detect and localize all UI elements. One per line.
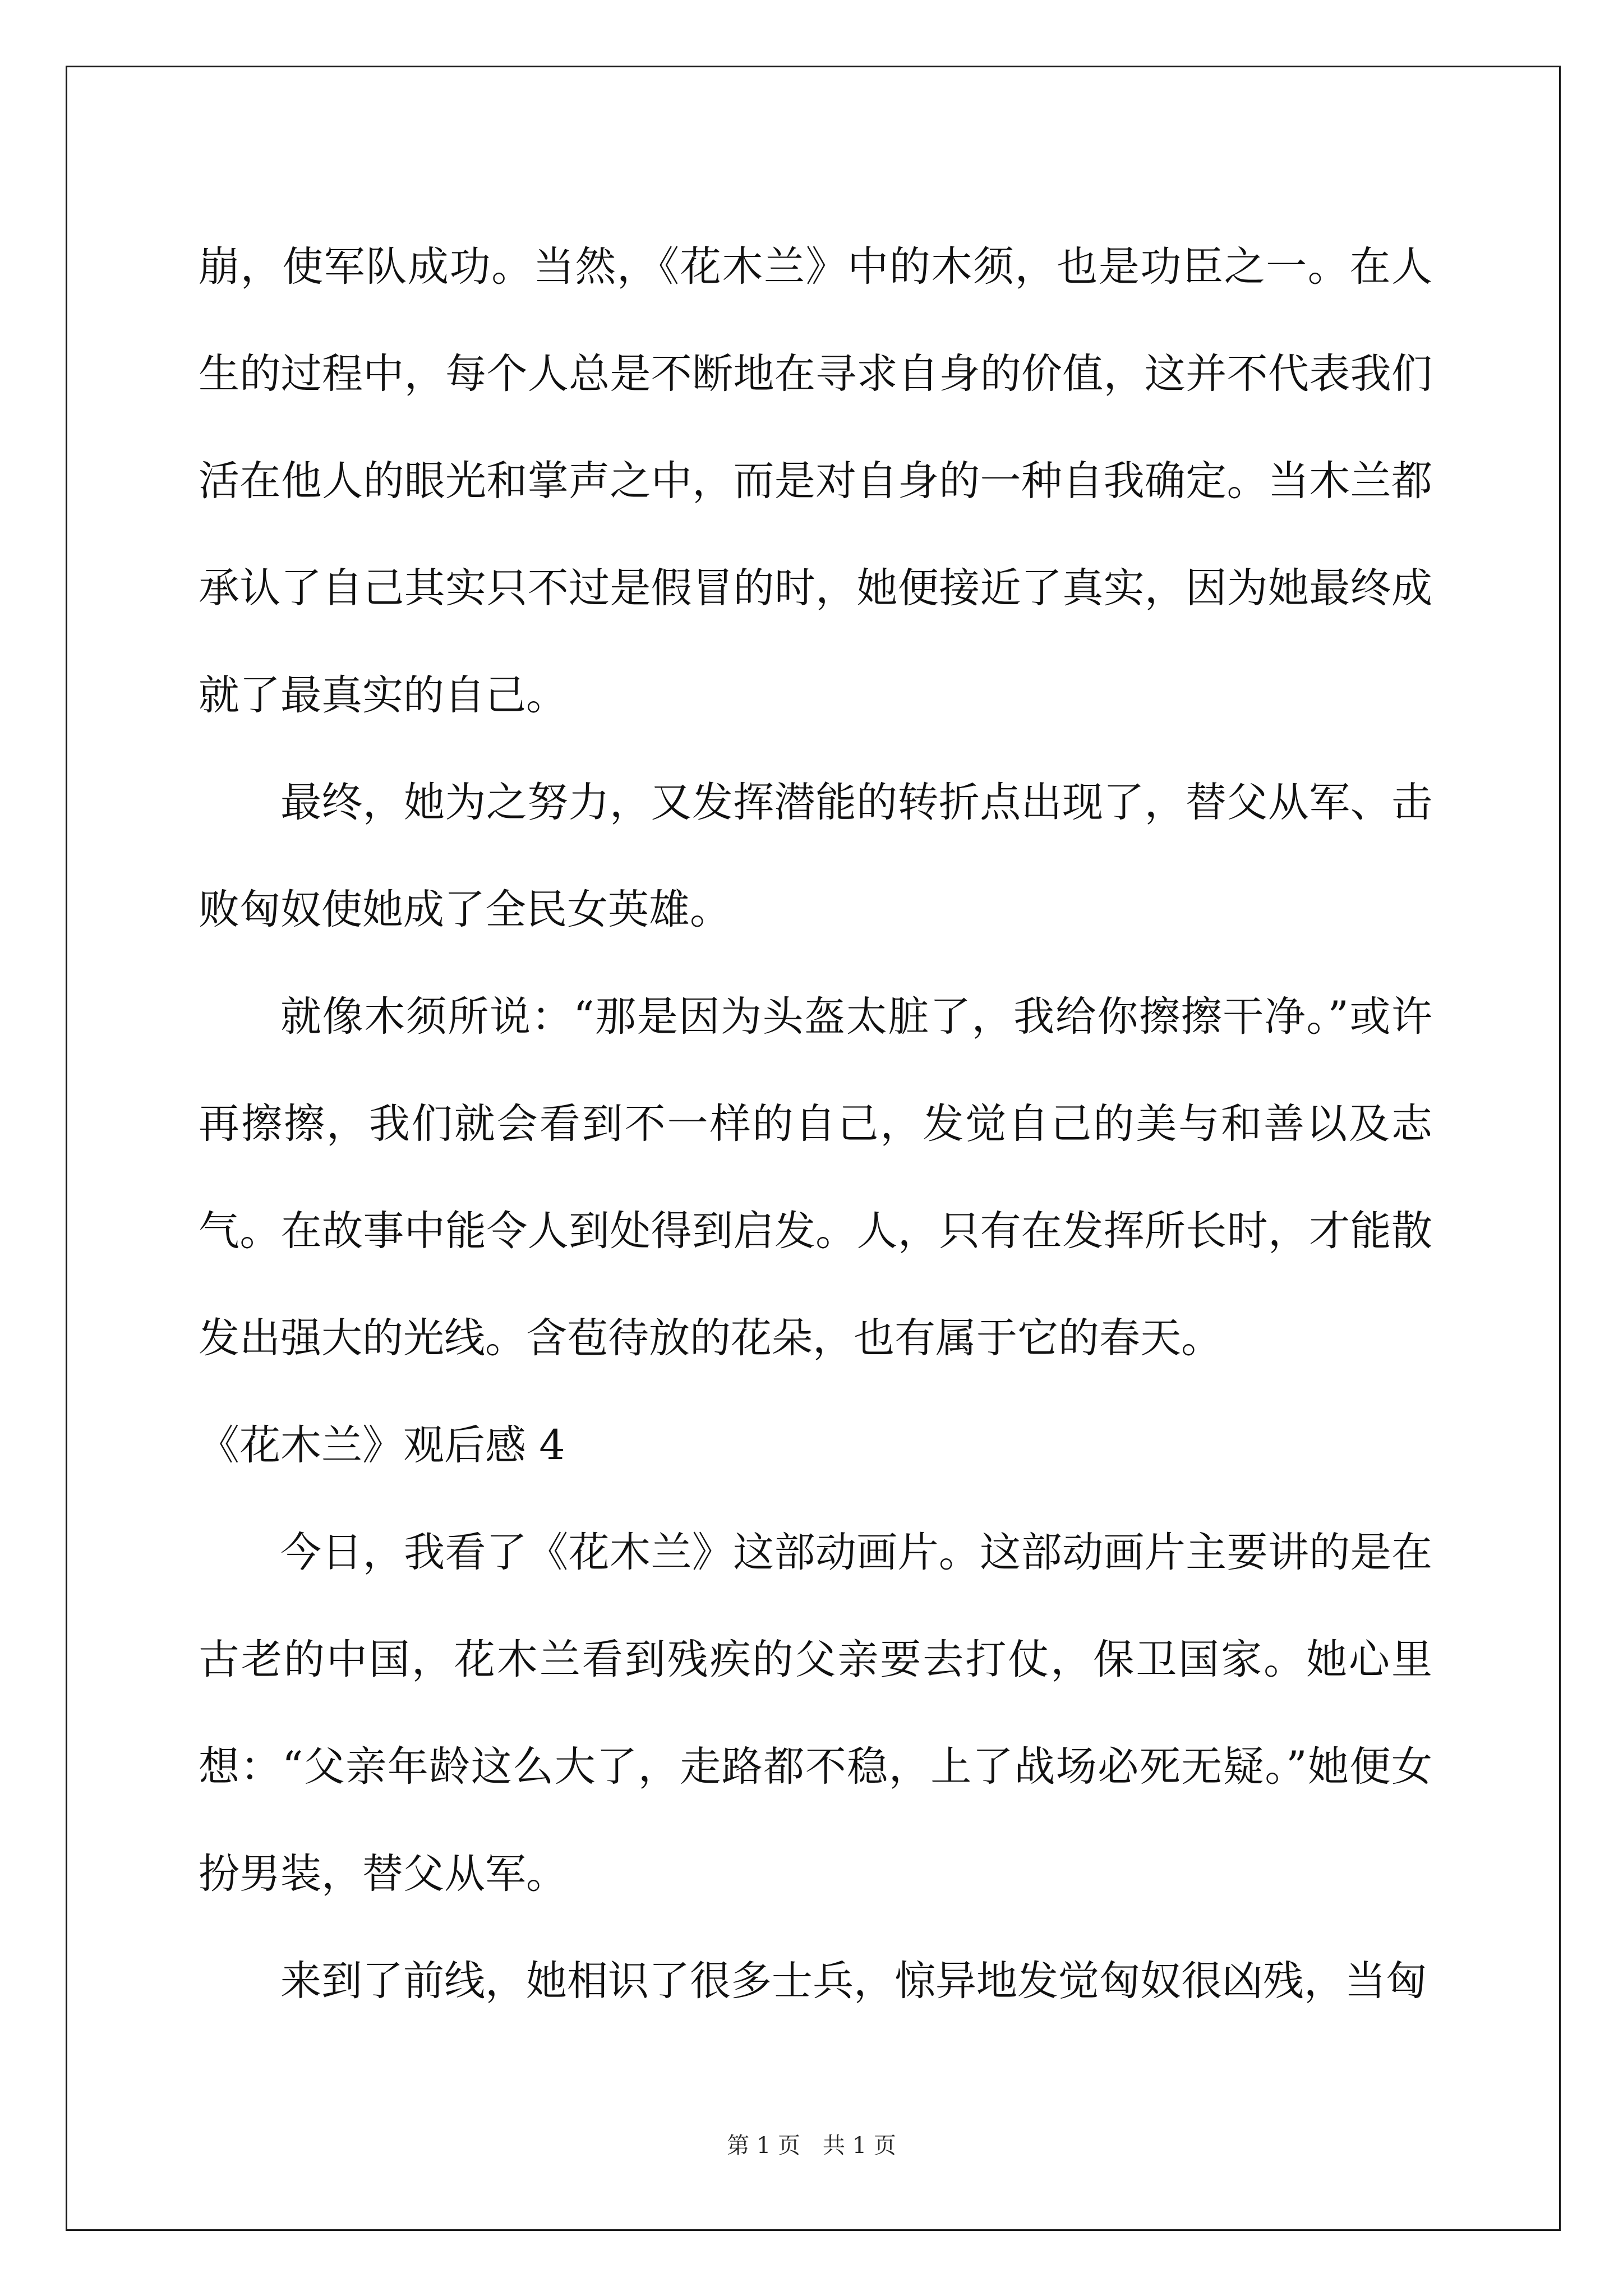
paragraph-2: 最终，她为之努力，又发挥潜能的转折点出现了，替父从军、击败匈奴使她成了全民女英雄。 [199, 779, 1432, 933]
page-number: 第 1 页 [727, 2133, 800, 2159]
paragraph-3: 就像木须所说：“那是因为头盔太脏了，我给你擦擦干净。”或许再擦擦，我们就会看到不一样的自己，发觉自己的美与和善以及志气。在故事中能令人到处得到启发。人，只有在发挥所长时，才能散发出强大的光线。含苞待放的花朵，也有属于它的春天。 [199, 993, 1432, 1362]
section-title: 《花木兰》观后感 4 [199, 1421, 565, 1469]
page-footer [0, 2129, 1623, 2162]
page-total: 共 1 页 [823, 2133, 896, 2159]
document-body [199, 213, 1432, 2035]
paragraph-1: 崩，使军队成功。当然，《花木兰》中的木须，也是功臣之一。在人生的过程中，每个人总是不断地在寻求自身的价值，这并不代表我们活在他人的眼光和掌声之中，而是对自身的一种自我确定。当木兰都承认了自己其实只不过是假冒的时，她便接近了真实，因为她最终成就了最真实的自己。 [199, 243, 1432, 719]
paragraph-4: 今日，我看了《花木兰》这部动画片。这部动画片主要讲的是在古老的中国，花木兰看到残疾的父亲要去打仗，保卫国家。她心里想：“父亲年龄这么大了，走路都不稳，上了战场必死无疑。”她便女扮男装，替父从军。 [199, 1529, 1432, 1898]
paragraph-5: 来到了前线，她相识了很多士兵，惊异地发觉匈奴很凶残，当匈 [280, 1957, 1427, 2005]
